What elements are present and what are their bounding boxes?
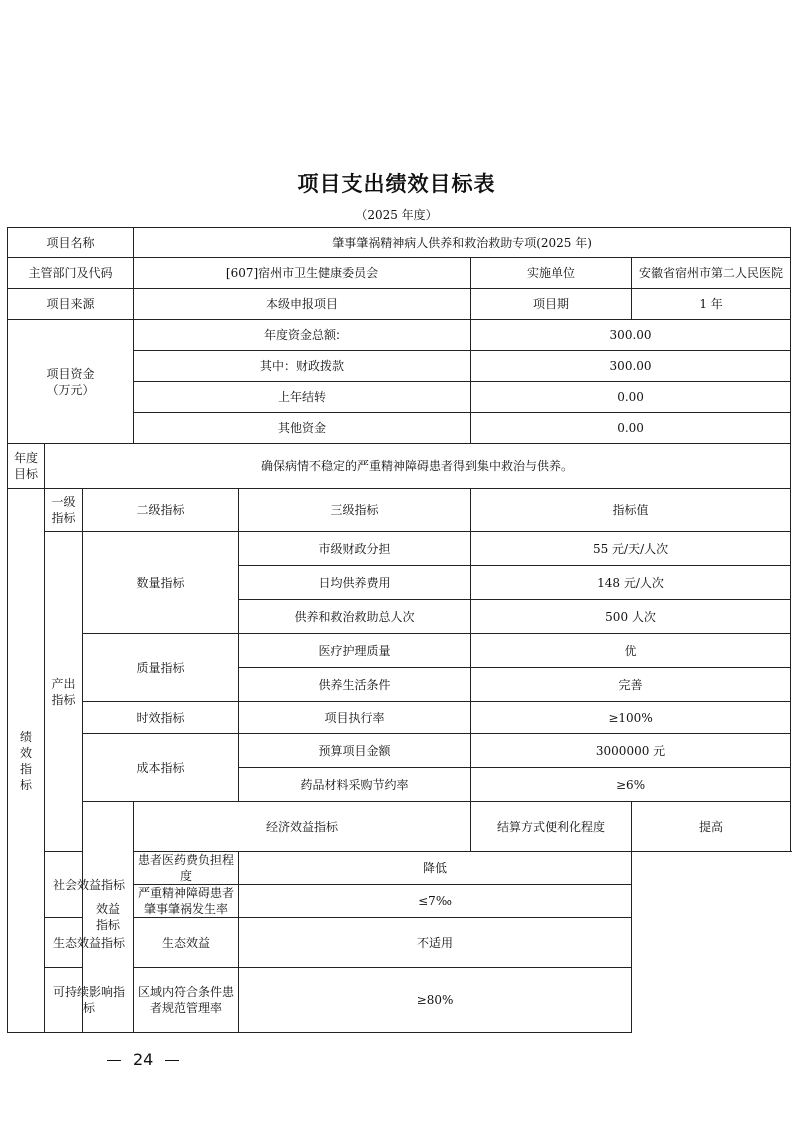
effect-label-line1: 效益 [96,902,121,916]
annual-goal-label [8,444,45,489]
indicator-value: 提高 [632,802,791,852]
indicator-name: 日均供养费用 [239,566,471,600]
row-annual-goal [8,444,791,489]
indicator-name: 项目执行率 [239,702,471,734]
funds-carryover-label: 上年结转 [134,382,471,413]
row-indicator-header [8,489,791,532]
value-header: 指标值 [471,489,791,532]
indicator-value: 148 元/人次 [471,566,791,600]
output-label-line2: 指标 [51,692,76,707]
indicator-name: 药品材料采购节约率 [239,768,471,802]
table-row [8,734,791,768]
project-period-label: 项目期 [471,289,632,320]
level1-header-line2: 指标 [51,511,76,525]
dash-left [107,1060,121,1061]
quantity-indicator-label: 数量指标 [83,532,239,634]
funds-total-label: 年度资金总额: [134,320,471,351]
indicator-name: 供养和救治救助总人次 [239,600,471,634]
cost-indicator-label: 成本指标 [83,734,239,802]
level2-header: 二级指标 [83,489,239,532]
funds-carryover-value: 0.00 [471,382,791,413]
project-period-value: 1 年 [632,289,791,320]
indicator-value: 3000000 元 [471,734,791,768]
level1-header [45,489,83,532]
project-name-label: 项目名称 [8,228,134,258]
project-source-value: 本级申报项目 [134,289,471,320]
output-label-line1: 产出 [51,676,76,691]
funds-label-line1: 项目资金 [46,366,95,381]
indicator-name: 区域内符合条件患者规范管理率 [134,968,239,1033]
side-label-char-3: 指 [19,761,32,776]
project-funds-label [8,320,134,444]
indicator-name: 严重精神障碍患者肇事肇祸发生率 [134,885,239,918]
indicator-name: 医疗护理质量 [239,634,471,668]
level1-header-line1: 一级 [51,495,76,509]
social-indicator-label: 社会效益指标 [45,852,134,918]
indicator-value: 完善 [471,668,791,702]
fiscal-year: （2025 年度） [355,208,438,222]
indicator-value: 55 元/天/人次 [471,532,791,566]
funds-total-value: 300.00 [471,320,791,351]
indicator-name: 预算项目金额 [239,734,471,768]
table-row [8,918,791,968]
indicator-value: 降低 [239,852,632,885]
sustainable-indicator-label: 可持续影响指标 [45,968,134,1033]
page-number-text: 24 [133,1050,154,1069]
indicator-name: 生态效益 [134,918,239,968]
indicator-value: 优 [471,634,791,668]
timeliness-indicator-label: 时效指标 [83,702,239,734]
page-title: 项目支出绩效目标表 [297,172,496,196]
table-row [8,634,791,668]
side-label-char-4: 标 [19,777,32,792]
goal-label-line1: 年度 [13,451,38,465]
funds-label-line2: （万元） [46,382,95,397]
dash-right [165,1060,179,1061]
side-label-char-2: 效 [19,745,32,760]
project-name-value: 肇事肇祸精神病人供养和救治救助专项(2025 年) [134,228,791,258]
economic-indicator-label: 经济效益指标 [134,802,471,852]
table-row [8,532,791,566]
row-department [8,258,791,289]
indicator-name: 结算方式便利化程度 [471,802,632,852]
indicator-name: 市级财政分担 [239,532,471,566]
department-label: 主管部门及代码 [8,258,134,289]
output-indicators-label [45,532,83,852]
level3-header: 三级指标 [239,489,471,532]
row-source [8,289,791,320]
indicator-value: 500 人次 [471,600,791,634]
indicator-value: ≥80% [239,968,632,1033]
project-source-label: 项目来源 [8,289,134,320]
effect-label-line2: 指标 [96,918,121,932]
implementing-unit-label: 实施单位 [471,258,632,289]
table-row [8,852,791,885]
indicator-value: ≤7‰ [239,885,632,918]
funds-fiscal-value: 300.00 [471,351,791,382]
performance-indicators-label [8,489,45,1033]
indicator-name: 供养生活条件 [239,668,471,702]
indicator-value: ≥6% [471,768,791,802]
funds-other-value: 0.00 [471,413,791,444]
indicator-value: ≥100% [471,702,791,734]
implementing-unit-value: 安徽省宿州市第二人民医院 [632,258,791,289]
quality-indicator-label: 质量指标 [83,634,239,702]
ecological-indicator-label: 生态效益指标 [45,918,134,968]
department-value: [607]宿州市卫生健康委员会 [134,258,471,289]
side-label-char-1: 绩 [19,729,32,744]
row-project-name [8,228,791,258]
indicator-name: 患者医药费负担程度 [134,852,239,885]
performance-target-table [7,227,791,1033]
table-row [8,968,791,1033]
goal-label-line2: 目标 [13,467,38,481]
page-number [95,1050,191,1069]
annual-goal-text: 确保病情不稳定的严重精神障碍患者得到集中救治与供养。 [45,444,791,489]
row-funds-total [8,320,791,351]
funds-other-label: 其他资金 [134,413,471,444]
table-row [8,802,791,852]
funds-fiscal-label: 其中：财政拨款 [134,351,471,382]
table-row [8,702,791,734]
indicator-value: 不适用 [239,918,632,968]
